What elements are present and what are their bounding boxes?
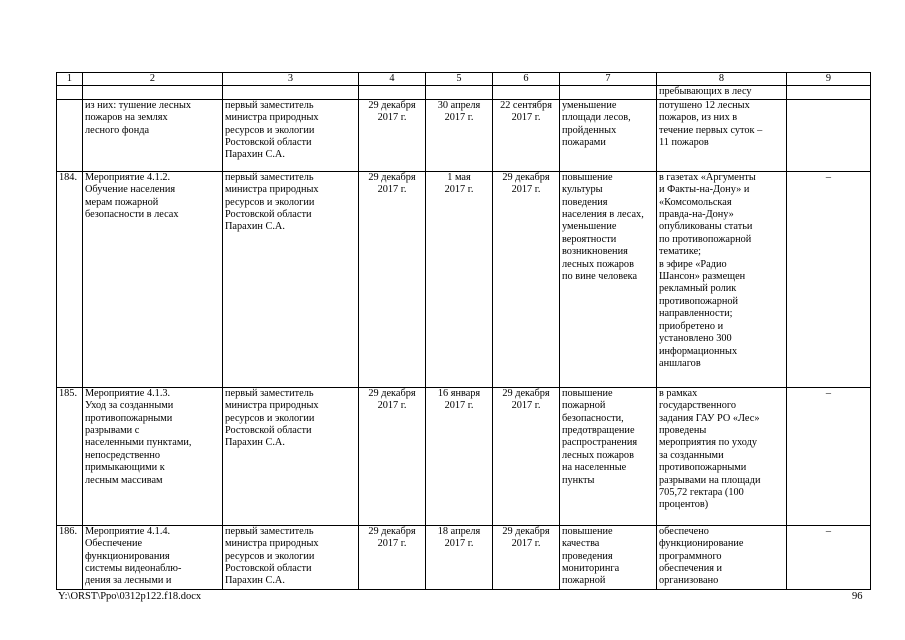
event-cell: из них: тушение лесных пожаров на землях лесного фонда (83, 99, 223, 171)
table-row (57, 387, 871, 525)
cont-cell-3 (223, 86, 359, 99)
row-number (57, 99, 83, 171)
expected-result-cell: уменьшение площади лесов, пройденных пожарами (560, 99, 657, 171)
actual-result-cell: потушено 12 лесных пожаров, из них в течение первых суток – 11 пожаров (657, 99, 787, 171)
header-col-2: 2 (83, 73, 223, 86)
cont-cell-8: пребывающих в лесу (657, 86, 787, 99)
cont-cell-9 (787, 86, 871, 99)
actual-result-cell: обеспечено функционирование программного обеспечения и организовано (657, 525, 787, 589)
event-cell: Мероприятие 4.1.3. Уход за созданными противопожарными разрывами с населенными пунктами, непосредственно примыкающими к лесным массивам (83, 387, 223, 525)
date-end-cell: 29 декабря 2017 г. (493, 387, 560, 525)
date-start-cell: 30 апреля 2017 г. (426, 99, 493, 171)
date-start-cell: 16 января 2017 г. (426, 387, 493, 525)
row-number: 184. (57, 171, 83, 387)
responsible-cell: первый заместитель министра природных ресурсов и экологии Ростовской области Парахин С.А. (223, 99, 359, 171)
cont-cell-2 (83, 86, 223, 99)
header-col-8: 8 (657, 73, 787, 86)
row-number: 186. (57, 525, 83, 589)
cont-cell-1 (57, 86, 83, 99)
table-row (57, 171, 871, 387)
page-number: 96 (852, 591, 863, 602)
header-col-6: 6 (493, 73, 560, 86)
report-table (56, 72, 871, 590)
header-row (57, 73, 871, 86)
actual-result-cell: в рамках государственного задания ГАУ РО «Лес» проведены мероприятия по уходу за созданными противопожарными разрывами на площади 705,72 гектара (100 процентов) (657, 387, 787, 525)
header-col-3: 3 (223, 73, 359, 86)
footer-file-path: Y:\ORST\Ppo\0312p122.f18.docx (58, 591, 202, 602)
date-plan-cell: 29 декабря 2017 г. (359, 99, 426, 171)
header-col-7: 7 (560, 73, 657, 86)
note-cell: – (787, 387, 871, 525)
event-cell: Мероприятие 4.1.2. Обучение населения мерам пожарной безопасности в лесах (83, 171, 223, 387)
cont-cell-6 (493, 86, 560, 99)
cont-cell-4 (359, 86, 426, 99)
date-plan-cell: 29 декабря 2017 г. (359, 525, 426, 589)
row-number: 185. (57, 387, 83, 525)
responsible-cell: первый заместитель министра природных ресурсов и экологии Ростовской области Парахин С.А. (223, 171, 359, 387)
note-cell: – (787, 171, 871, 387)
date-plan-cell: 29 декабря 2017 г. (359, 171, 426, 387)
table-row (57, 99, 871, 171)
table-row (57, 525, 871, 589)
header-col-5: 5 (426, 73, 493, 86)
expected-result-cell: повышение качества проведения мониторинга пожарной (560, 525, 657, 589)
date-start-cell: 1 мая 2017 г. (426, 171, 493, 387)
header-col-9: 9 (787, 73, 871, 86)
continuation-row (57, 86, 871, 99)
responsible-cell: первый заместитель министра природных ресурсов и экологии Ростовской области Парахин С.А. (223, 387, 359, 525)
date-end-cell: 22 сентября 2017 г. (493, 99, 560, 171)
responsible-cell: первый заместитель министра природных ресурсов и экологии Ростовской области Парахин С.А. (223, 525, 359, 589)
date-end-cell: 29 декабря 2017 г. (493, 525, 560, 589)
note-cell (787, 99, 871, 171)
date-start-cell: 18 апреля 2017 г. (426, 525, 493, 589)
event-cell: Мероприятие 4.1.4. Обеспечение функционирования системы видеонаблю- дения за лесными и (83, 525, 223, 589)
header-col-1: 1 (57, 73, 83, 86)
cont-cell-7 (560, 86, 657, 99)
cont-cell-5 (426, 86, 493, 99)
expected-result-cell: повышение культуры поведения населения в лесах, уменьшение вероятности возникновения лесных пожаров по вине человека (560, 171, 657, 387)
date-end-cell: 29 декабря 2017 г. (493, 171, 560, 387)
actual-result-cell: в газетах «Аргументы и Факты-на-Дону» и «Комсомольская правда-на-Дону» опубликованы статьи по противопожарной тематике; в эфире «Радио Шансон» размещен рекламный ролик противопожарной направленности; приобретено и установлено 300 информационных аншлагов (657, 171, 787, 387)
header-col-4: 4 (359, 73, 426, 86)
expected-result-cell: повышение пожарной безопасности, предотвращение распространения лесных пожаров на населенные пункты (560, 387, 657, 525)
date-plan-cell: 29 декабря 2017 г. (359, 387, 426, 525)
note-cell: – (787, 525, 871, 589)
